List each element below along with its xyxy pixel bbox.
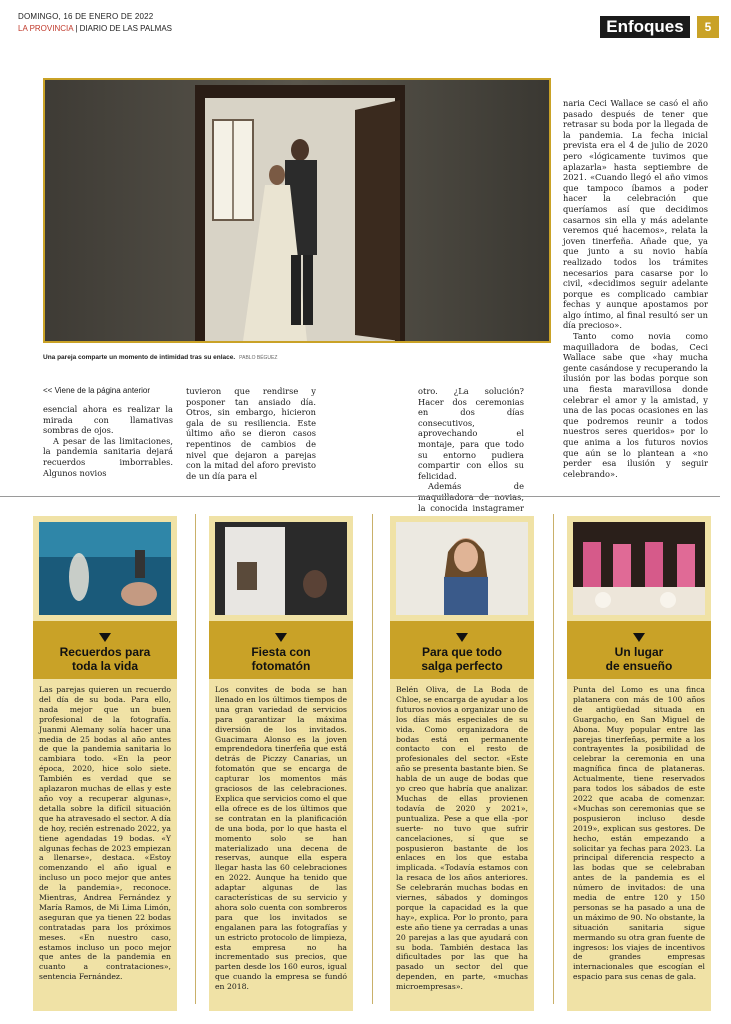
arrow-down-icon bbox=[633, 633, 645, 642]
photo-caption bbox=[43, 354, 277, 361]
article-column-1 bbox=[43, 404, 173, 478]
underwater-illustration bbox=[39, 522, 171, 615]
sidebar-box-recuerdos bbox=[33, 516, 177, 1011]
arrow-down-icon bbox=[275, 633, 287, 642]
article-paragraph: A pesar de las limitaciones, la pandemia sanitaria dejará recuerdos imborrables. Algunos novios bbox=[43, 435, 173, 478]
article-right-column bbox=[563, 98, 708, 479]
article-paragraph: esencial ahora es realizar la mirada con llamativas sombras de ojos. bbox=[43, 404, 173, 436]
article-paragraph: otro. ¿La solución? Hacer dos ceremonias en dos días consecutivos, aprovechando el montaje, para que todo su entorno pudiera compartir con ellos su felicidad. bbox=[418, 386, 524, 481]
box-title-line-1: Fiesta con bbox=[251, 645, 311, 659]
box-photo-frame bbox=[390, 516, 534, 621]
issue-date: DOMINGO, 16 DE ENERO DE 2022 bbox=[18, 12, 154, 21]
box-title-line-2: salga perfecto bbox=[421, 659, 503, 673]
caption-text: Una pareja comparte un momento de intimidad tras su enlace. bbox=[43, 354, 236, 361]
box-title-line-1: Un lugar bbox=[614, 645, 664, 659]
doorway-illustration bbox=[45, 80, 549, 341]
article-paragraph: naria Ceci Wallace se casó el año pasado después de tener que retrasar su boda por la llegada de la pandemia. La fecha inicial prevista era el 4 de julio de 2020 pero «lógicamente tuvimos que aplazarla» hasta septiembre de 2021. «Cuando llegó el año vimos que tampoco íbamos a poder hacer la celebración que queríamos así que decidimos casarnos sin ella y más adelante veremos qué hacemos», relata la joven tinerfeña. Añade que, ya que junto a su novio había realizado todos los trámites necesarios para casarse por lo civil, «decidimos seguir adelante porque es complicado cambiar fechas y aunque apostamos por algo íntimo, al final resultó ser un día precioso». bbox=[563, 98, 708, 331]
column-divider bbox=[372, 514, 373, 1004]
box-photo-frame bbox=[209, 516, 353, 621]
continued-from-label: << Viene de la página anterior bbox=[43, 386, 151, 395]
box-body-text: Punta del Lomo es una finca platanera con más de 100 años de antigüedad situada en Guargacho, en San Miguel de Abona. Muy popular entre las parejas tinerfeñas, permite a los contrayentes la posibilidad de celebrar la ceremonia en una magnífica finca de plataneras. Actualmente, tiene reservados para todos los sábados de este 2022 que acaba de comenzar. «Muchas son ceremonias que se pospusieron incluso desde 2019», explican sus gestores. De hecho, están empezando a solicitar ya fechas para 2023. La principal diferencia respecto a las bodas que se celebraban antes de la pandemia es el número de invitados: de una media de entre 120 y 150 personas se ha pasado a una de un máximo de 90. No obstante, la situación sanitaria sigue mermando su otra gran fuente de ingresos: los viajes de incentivos de grandes empresas internacionales que escogían el espacio para sus cenas de gala. bbox=[567, 679, 711, 1011]
article-paragraph: Tanto como novia como maquilladora de bodas, Ceci Wallace sabe que «hay mucha gente casándose y recuperando la ilusión por las bodas porque son una fiesta maravillosa donde celebrar el amor y la amistad, y una de las pocas ocasiones en las que podremos reunir a todos nuestros seres queridos» por lo que anima a los futuros novios que aún se lo plantean a «no perder esa ilusión y seguir celebrando». bbox=[563, 331, 708, 479]
article-column-2 bbox=[186, 386, 316, 481]
article-paragraph: tuvieron que rendirse y posponer tan ansiado día. Otros, sin embargo, hicieron gala de su resiliencia. Este último año se dieron casos repentinos de cambios de nivel que dejaron a parejas con la mitad del aforo previsto de un día para el bbox=[186, 386, 316, 481]
box-title-line-1: Para que todo bbox=[421, 645, 502, 659]
wedding-couple-photo bbox=[43, 78, 551, 343]
column-divider bbox=[553, 514, 554, 1004]
section-divider bbox=[0, 496, 720, 497]
publication-name: DIARIO DE LAS PALMAS bbox=[79, 24, 172, 33]
box-body-text: Belén Oliva, de La Boda de Chloe, se encarga de ayudar a los futuros novios a organizar uno de los días más especiales de su vida. Como organizadora de bodas está en permanente contacto con el resto de profesionales del sector. «Este año se presenta bastante bien. Se habla de un auge de bodas que yo creo que habría que analizar. Muchas de ellas provienen todavía de 2020 y 2021», puntualiza. Pese a que ella -por suerte- no tuvo que sufrir cancelaciones, sí que se pospusieron bastante de los enlaces en los que estaba implicada. «Todavía estamos con la resaca de los años anteriores. Se celebrarán muchas bodas en viernes, sábados y domingos porque la capacidad es la que hay», explica. Por lo pronto, para este año tiene ya cerradas a unas 20 parejas a las que ayudará con su boda. También destaca las dificultades por las que ha pasado un sector del que dependen, en parte, «muchas microempresas». bbox=[390, 679, 534, 1011]
arrow-down-icon bbox=[456, 633, 468, 642]
planner-illustration bbox=[396, 522, 528, 615]
publication-line: LA PROVINCIA | DIARIO DE LAS PALMAS bbox=[18, 24, 172, 33]
sidebar-box-organizadora bbox=[390, 516, 534, 1011]
underwater-photo bbox=[39, 522, 171, 615]
box-photo-frame bbox=[33, 516, 177, 621]
article-column-3 bbox=[418, 386, 524, 524]
publication-brand: LA PROVINCIA bbox=[18, 24, 74, 33]
column-divider bbox=[195, 514, 196, 1004]
page-number: 5 bbox=[697, 16, 719, 38]
photo-credit: PABLO BÉGUEZ bbox=[239, 355, 278, 361]
box-body-text: Las parejas quieren un recuerdo del día de su boda. Para ello, nada mejor que un buen profesional de la fotografía. Juanmi Alemany solía hacer una media de 25 bodas al año antes de que la pandemia sanitaria lo cambiara todo. «En la peor época, 2020, hice solo siete. También es verdad que se aplazaron muchas de ellas y este año voy a recuperar algunas», detalla sobre la difícil situación que ha atravesado el sector. A día de hoy, recién estrenado 2022, ya tiene agendadas 19 bodas. «Y algunas fechas de 2023 empiezan a llenarse», destaca. «Estoy comenzando el año igual e incluso un poco mejor que antes de la pandemia», reconoce. Mientras, Andrea Fernández y María Ramos, de Mi Lima Limón, aseguran que ya tienen 22 bodas contratadas para los próximos meses. «En nuestro caso, estamos incluso un poco mejor que antes de la pandemia en cuanto a contrataciones», sentencia Fernández. bbox=[33, 679, 177, 1011]
box-title-line-2: de ensueño bbox=[605, 659, 673, 673]
box-heading bbox=[390, 621, 534, 679]
article-paragraph: Además de la conocida instagramer bbox=[418, 481, 524, 513]
box-body-text: Los convites de boda se han llenado en los últimos tiempos de una gran variedad de servicios para garantizar la máxima diversión de los invitados. Guacimara Alonso es la joven emprendedora tinerfeña que está detrás de Piczzy Canarias, un fotomatón que se encarga de capturar los momentos más graciosos de las celebraciones. Explica que servicios como el que ella ofrece es de los últimos que se contratan en la planificación de una boda, por lo que hasta el momento solo se han materializado una decena de reservas, aunque ella espera llegar hasta las 60 celebraciones en 2022. Aunque ha tenido que adaptar algunas de las características de su servicio y ahora solo cuenta con sombreros para que los invitados se engalanen para las fotografías y un estricto protocolo de limpieza, esta empresa no ha incrementado sus precios, que parten desde los 160 euros, igual que cuando la empresa se fundó en 2018. bbox=[209, 679, 353, 1011]
sidebar-box-ensueno bbox=[567, 516, 711, 1011]
planner-portrait-photo bbox=[396, 522, 528, 615]
banquet-illustration bbox=[573, 522, 705, 615]
photobooth-illustration bbox=[215, 522, 347, 615]
photobooth-photo bbox=[215, 522, 347, 615]
banquet-photo bbox=[573, 522, 705, 615]
box-heading bbox=[567, 621, 711, 679]
box-heading bbox=[33, 621, 177, 679]
box-title-line-1: Recuerdos para bbox=[59, 645, 151, 659]
box-title-line-2: toda la vida bbox=[71, 659, 139, 673]
box-heading bbox=[209, 621, 353, 679]
sidebar-box-fotomaton bbox=[209, 516, 353, 1011]
box-title-line-2: fotomatón bbox=[251, 659, 311, 673]
box-photo-frame bbox=[567, 516, 711, 621]
section-tag: Enfoques bbox=[600, 16, 690, 38]
arrow-down-icon bbox=[99, 633, 111, 642]
